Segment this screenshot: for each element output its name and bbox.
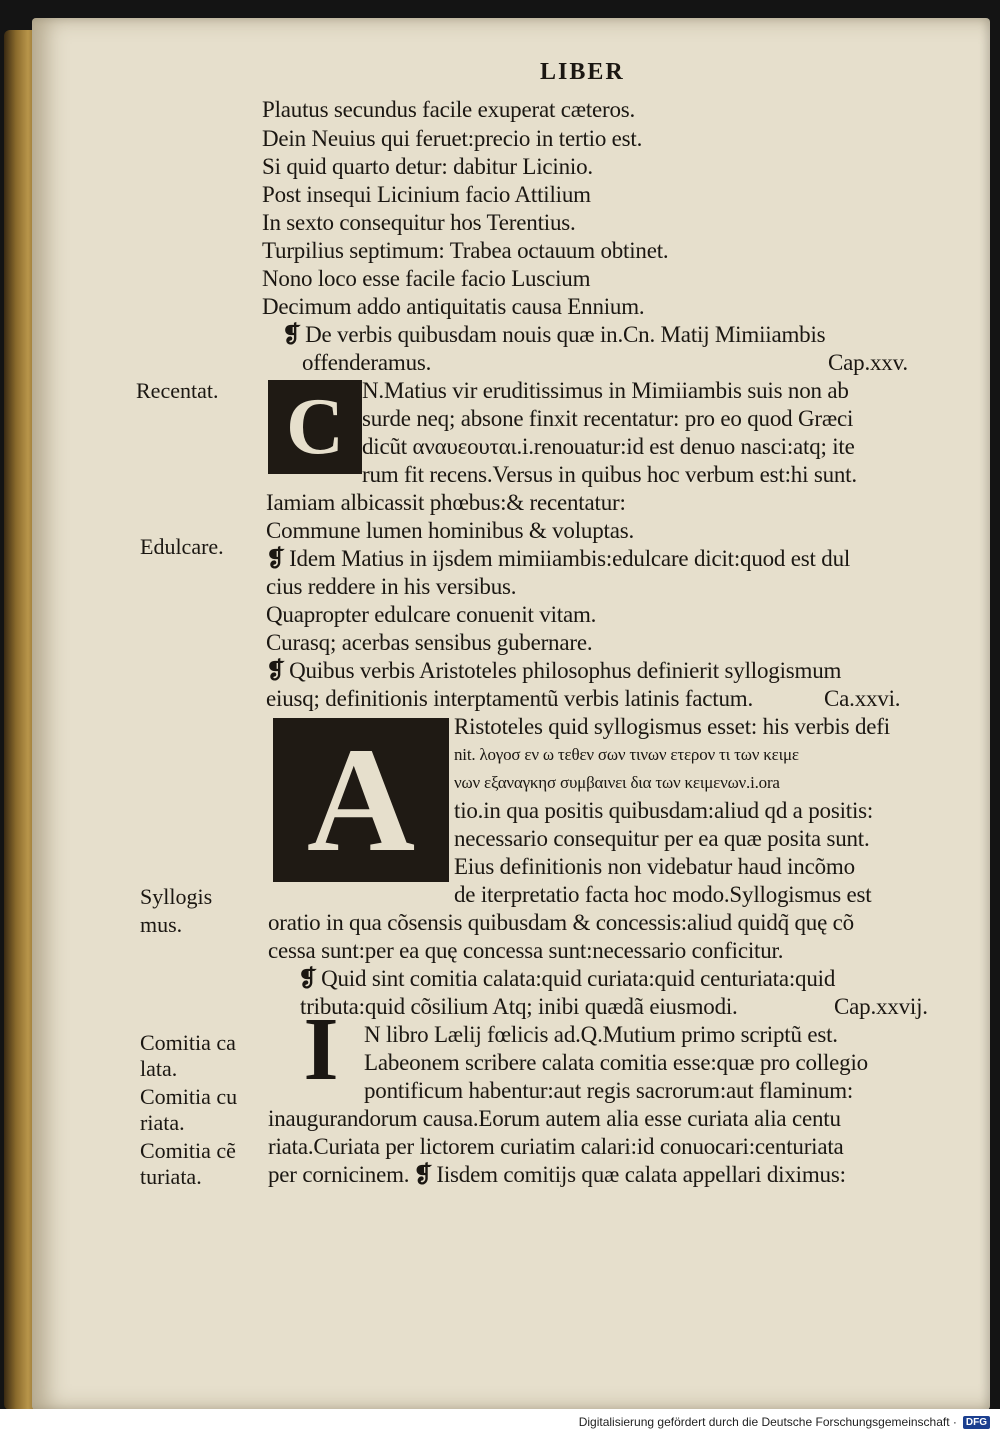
margin-note-comitia-curiata: Comitia cu (140, 1084, 238, 1109)
text-line: inaugurandorum causa.Eorum autem alia esse curiata alia centu (268, 1106, 841, 1131)
margin-note-comitia-curiata-cont: riata. (140, 1110, 185, 1135)
text-line: Dein Neuius qui feruet:precio in tertio est. (262, 126, 643, 151)
text-line: nit. λογοσ εν ω τεθεν σων τινων ετερον τι των κειμε (454, 745, 799, 764)
text-line: Decimum addo antiquitatis causa Ennium. (262, 294, 645, 319)
text-line: cessa sunt:per ea quę concessa sunt:necessario conficitur. (268, 938, 784, 963)
pilcrow-mark: ❡ (298, 966, 318, 991)
text-line: Si quid quarto detur: dabitur Licinio. (262, 154, 593, 179)
margin-note-recentat: Recentat. (136, 378, 219, 403)
decorated-initial-c: C (268, 380, 362, 474)
text-line: Commune lumen hominibus & voluptas. (266, 518, 635, 543)
text-line: N.Matius vir eruditissimus in Mimiiambis suis non ab (362, 378, 849, 403)
text-line: surde neq; absone finxit recentatur: pro eo quod Græci (362, 406, 854, 431)
text-line: tio.in qua positis quibusdam:aliud qd a positis: (454, 798, 874, 823)
text-line: Post insequi Licinium facio Attilium (262, 182, 591, 207)
text-line: eiusq; definitionis interptamentũ verbis latinis factum. (266, 686, 754, 711)
text-line: de iterpretatio facta hoc modo.Syllogismus est (454, 882, 872, 907)
margin-note-syllogismus-cont: mus. (140, 912, 183, 937)
text-line: Curasq; acerbas sensibus gubernare. (266, 630, 593, 655)
margin-note-comitia-centuriata-cont: turiata. (140, 1164, 202, 1189)
chapter-number: Cap.xxvij. (834, 994, 928, 1019)
text-line: Quapropter edulcare conuenit vitam. (266, 602, 597, 627)
dfg-logo: DFG (963, 1416, 990, 1429)
text-line: In sexto consequitur hos Terentius. (262, 210, 576, 235)
margin-note-edulcare: Edulcare. (140, 534, 224, 559)
text-line: riata.Curiata per lictorem curiatim calari:id conuocari:centuriata (268, 1134, 844, 1159)
text-line: Iamiam albicassit phœbus:& recentatur: (266, 490, 626, 515)
chapter-heading-xxvij: ❡ Quid sint comitia calata:quid curiata:quid centuriata:quid (298, 966, 836, 991)
text-line: dicũt αναυεουται.i.renouatur:id est denuo nasci:atq; ite (362, 434, 855, 459)
text-line: N libro Lælij fœlicis ad.Q.Mutium primo scriptũ est. (364, 1022, 838, 1047)
margin-note-comitia-calata-cont: lata. (140, 1056, 178, 1081)
text-line: cius reddere in his versibus. (266, 574, 517, 599)
paragraph-line: ❡ Idem Matius in ijsdem mimiiambis:edulcare dicit:quod est dul (266, 546, 851, 571)
margin-note-comitia-centuriata: Comitia cẽ (140, 1138, 236, 1163)
text-line: offenderamus. (302, 350, 432, 375)
margin-note-syllogismus: Syllogis (140, 884, 213, 909)
text-line: necessario consequitur per ea quæ posita sunt. (454, 826, 870, 851)
text-line: oratio in qua cõsensis quibusdam & concessis:aliud quidq̃ quę cõ (268, 910, 854, 935)
pilcrow-mark: ❡ (266, 658, 286, 683)
running-head: LIBER (540, 59, 625, 85)
text-line: Plautus secundus facile exuperat cæteros. (262, 97, 636, 122)
pilcrow-mark: ❡ (282, 322, 302, 347)
text-line: Ristoteles quid syllogismus esset: his verbis defi (454, 714, 890, 739)
footer-credit-bar (0, 1409, 1000, 1435)
text-line: rum fit recens.Versus in quibus hoc verbum est:hi sunt. (362, 462, 857, 487)
chapter-heading-xxvi: ❡ Quibus verbis Aristoteles philosophus definierit syllogismum (266, 658, 842, 683)
book-page (32, 18, 990, 1410)
decorated-initial-i: I (303, 999, 339, 1099)
text-line: Eius definitionis non videbatur haud incõmo (454, 854, 855, 879)
text-line: Nono loco esse facile facio Luscium (262, 266, 591, 291)
chapter-number: Cap.xxv. (828, 350, 908, 375)
text-line: pontificum habentur:aut regis sacrorum:aut flaminum: (364, 1078, 854, 1103)
chapter-heading-xxv: ❡ De verbis quibusdam nouis quæ in.Cn. Matij Mimiiambis (282, 322, 826, 347)
paragraph-line: per cornicinem. ❡ Iisdem comitijs quæ calata appellari diximus: (268, 1162, 846, 1187)
pilcrow-mark: ❡ (266, 546, 286, 571)
text-line: Turpilius septimum: Trabea octauum obtinet. (262, 238, 669, 263)
chapter-number: Ca.xxvi. (824, 686, 901, 711)
text-line: tributa:quid cõsilium Atq; inibi quædã eiusmodi. (300, 994, 738, 1019)
decorated-initial-a: A (273, 718, 449, 882)
text-line: νων εξαναγκησ συμβαινει δια των κειμενων.i.ora (454, 773, 780, 792)
pilcrow-mark: ❡ (413, 1162, 433, 1187)
text-line: Labeonem scribere calata comitia esse:quæ pro collegio (364, 1050, 868, 1075)
funding-credit: Digitalisierung gefördert durch die Deutsche Forschungsgemeinschaft · (578, 1415, 957, 1429)
margin-note-comitia-calata: Comitia ca (140, 1030, 236, 1055)
